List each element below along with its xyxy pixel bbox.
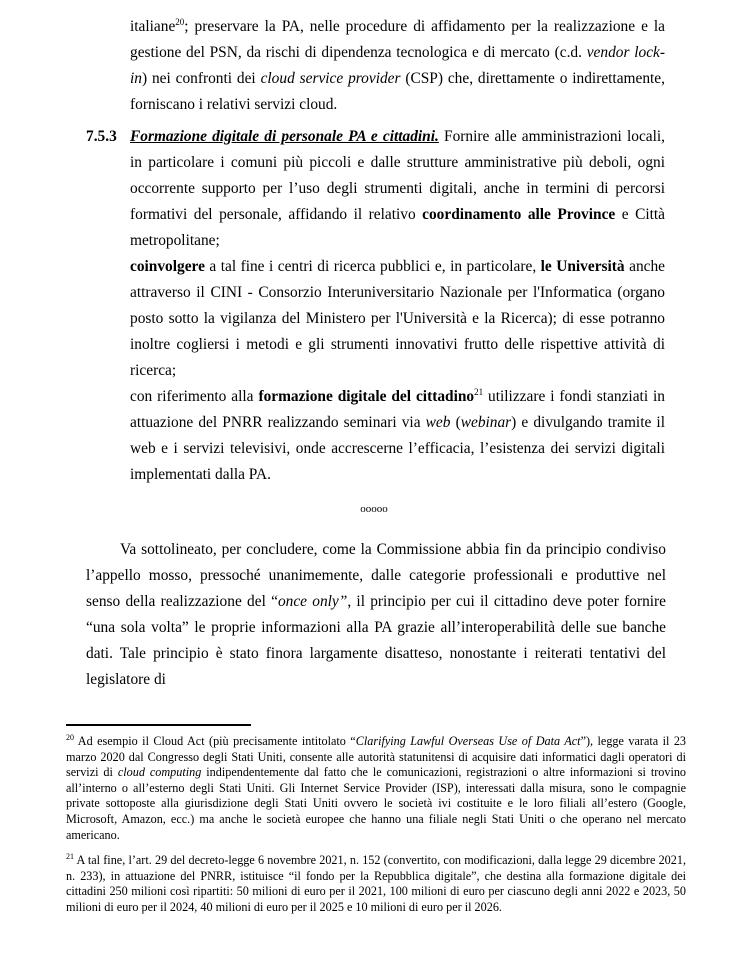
conclusion-paragraph — [86, 537, 666, 693]
text-run-bold: coinvolgere — [130, 258, 205, 275]
section-paragraph-2 — [130, 254, 665, 384]
text-run: italiane — [130, 18, 176, 35]
text-run: Ad esempio il Cloud Act (più precisamente intitolato “ — [74, 734, 356, 748]
text-run: e Città metropolitane; — [130, 206, 666, 249]
section-body — [130, 124, 665, 488]
text-run: ) e divulgando tramite il web e i servizi televisivi, onde accrescerne l’efficacia, l’esistenza dei servizi digitali implementati dalla PA. — [130, 414, 665, 483]
text-run-italic: cloud service provider — [260, 70, 401, 87]
text-run-italic: Clarifying Lawful Overseas Use of Data Act — [355, 734, 581, 748]
text-run-italic: once only” — [277, 593, 348, 610]
text-run: con riferimento alla — [130, 388, 259, 405]
text-run-bold: formazione digitale del cittadino — [258, 388, 475, 405]
footnote-20 — [66, 734, 686, 843]
text-run: , il principio per cui il cittadino deve poter fornire “una sola volta” le proprie informazioni alla PA grazie all’interoperabilità delle sue banche dati. Tale principio è stato finora largamente disatteso, nonostante i reiterati tentativi del legislatore di — [86, 593, 666, 688]
text-run: ”), legge varata il 23 marzo 2020 dal Congresso degli Stati Uniti, consente alle autorità statunitensi di acquisire dati informatici dagli operatori di servizi di — [66, 734, 687, 780]
text-run: (CSP) che, direttamente o indirettamente, forniscano i relativi servizi cloud. — [130, 70, 665, 113]
footnote-ref-21[interactable]: 21 — [474, 386, 484, 397]
text-run: a tal fine i centri di ricerca pubblici e, in particolare, — [204, 258, 541, 275]
text-run: A tal fine, l’art. 29 del decreto-legge 6 novembre 2021, n. 152 (convertito, con modificazioni, dalla legge 29 dicembre 2021, n. 233), in attuazione del PNRR, istituisce “il fondo per la Repubblica digitale”, che destina alla formazione digitale dei cittadini 250 milioni così ripartiti: 50 milioni di euro per il 2021, 100 milioni di euro per ciascuno degli anni 2022 e 2023, 50 milioni di euro per il 2024, 40 milioni di euro per il 2025 e 10 milioni di euro per il 2026. — [66, 853, 686, 914]
footnote-21 — [66, 853, 686, 915]
footnote-divider — [66, 724, 251, 726]
text-run-italic: web — [425, 414, 451, 431]
text-run-bold: coordinamento alle Province — [422, 206, 616, 223]
section-number: 7.5.3 — [86, 128, 117, 145]
text-run: Fornire alle amministrazioni locali, in particolare i comuni più piccoli e dalle strutture amministrative più deboli, ogni occorrente supporto per l’uso degli strumenti digitali, anche in termini di percorsi formativi del personale, affidando il relativo — [130, 128, 665, 223]
continuation-paragraph — [130, 14, 665, 118]
text-run: ) nei confronti dei — [141, 70, 261, 87]
text-run: anche attraverso il CINI - Consorzio Interuniversitario Nazionale per l'Informatica (organo posto sotto la vigilanza del Ministero per l'Università e la Ricerca); di esse potranno inoltre cogliersi i metodi e gli strumenti innovativi frutto delle rispettive attività di ricerca; — [130, 258, 665, 379]
footnote-number: 21 — [66, 851, 74, 861]
section-paragraph-3 — [130, 384, 665, 488]
text-run: ( — [450, 414, 461, 431]
text-run-italic: vendor lock-in — [130, 44, 665, 87]
text-run: indipendentemente dal fatto che le comunicazioni, registrazioni o altre informazioni si trovino all’interno o all’esterno degli Stati Uniti. Gli Internet Service Provider (ISP), interessati dalla misura, sono le compagnie private sottoposte alla giurisdizione degli Stati Uniti ovvero le società ivi costituite e le loro filiali all’estero (Google, Microsoft, Amazon, ecc.) ma anche le società europee che hanno una filiale negli Stati Uniti o che operano nel mercato americano. — [66, 765, 687, 842]
section-paragraph-1 — [130, 124, 665, 254]
text-run-bold: le Università — [540, 258, 625, 275]
text-run-italic: webinar — [460, 414, 512, 431]
text-run: ; preservare la PA, nelle procedure di affidamento per la realizzazione e la gestione del PSN, da rischi di dipendenza tecnologica e di mercato (c.d. — [130, 18, 665, 61]
text-run-italic: cloud computing — [117, 765, 202, 780]
footnote-number: 20 — [66, 732, 74, 742]
section-separator: ooooo — [360, 503, 388, 515]
footnote-ref-20[interactable]: 20 — [175, 16, 185, 27]
section-title: Formazione digitale di personale PA e cittadini. — [130, 128, 439, 145]
text-run: utilizzare i fondi stanziati in attuazione del PNRR realizzando seminari via — [130, 388, 665, 431]
text-run: Va sottolineato, per concludere, come la Commissione abbia fin da principio condiviso l’appello mosso, pressoché unanimemente, dalle categorie professionali e produttive nel senso della realizzazione del “ — [86, 541, 666, 610]
